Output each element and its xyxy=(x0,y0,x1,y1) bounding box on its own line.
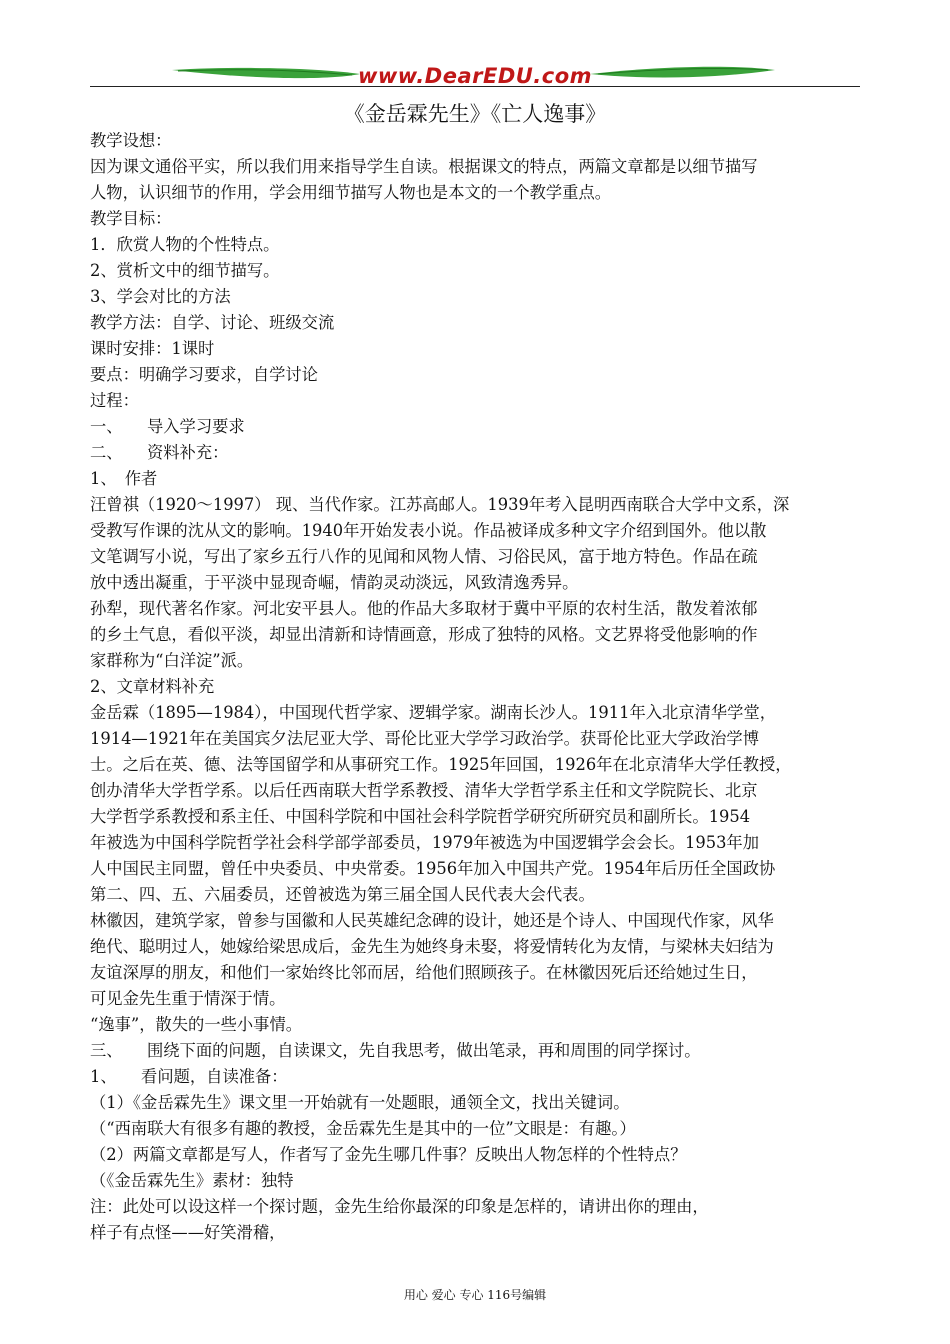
text-line: 大学哲学系教授和系主任、中国科学院和中国社会科学院哲学研究所研究员和副所长。1954 xyxy=(90,807,751,826)
text-line: 汪曾祺（1920～1997） 现、当代作家。江苏高邮人。1939年考入昆明西南联合大学中文系，深 xyxy=(90,495,790,514)
text-line: 一、 导入学习要求 xyxy=(90,417,245,436)
text-line: 绝代、聪明过人，她嫁给梁思成后，金先生为她终身未娶，将爱情转化为友情，与梁林夫妇结为 xyxy=(90,937,774,956)
page-footer: 用心 爱心 专心 116号编辑 xyxy=(403,1288,547,1302)
text-line: 过程： xyxy=(90,391,139,410)
text-line: （2）两篇文章都是写人，作者写了金先生哪几件事？反映出人物怎样的个性特点？ xyxy=(90,1145,687,1164)
text-line: （1）《金岳霖先生》课文里一开始就有一处题眼，通领全文，找出关键词。 xyxy=(90,1093,630,1112)
text-line: 家群称为“白洋淀”派。 xyxy=(90,651,254,670)
header-divider xyxy=(90,86,860,87)
site-logo-text[interactable]: www.DearEDU.com xyxy=(357,64,593,88)
text-line: 样子有点怪——好笑滑稽， xyxy=(90,1223,286,1242)
text-line: 三、 围绕下面的问题，自读课文，先自我思考，做出笔录，再和周围的同学探讨。 xyxy=(90,1041,701,1060)
text-line: 教学方法：自学、讨论、班级交流 xyxy=(90,313,335,332)
text-line: 2、赏析文中的细节描写。 xyxy=(90,261,280,280)
text-line: 士。之后在英、德、法等国留学和从事研究工作。1925年回国，1926年在北京清华大学任教授， xyxy=(90,755,792,774)
site-header-banner xyxy=(90,58,860,98)
text-line: 孙犁，现代著名作家。河北安平县人。他的作品大多取材于冀中平原的农村生活，散发着浓郁 xyxy=(90,599,758,618)
text-line: 人物，认识细节的作用，学会用细节描写人物也是本文的一个教学重点。 xyxy=(90,183,612,202)
text-line: 林徽因，建筑学家，曾参与国徽和人民英雄纪念碑的设计，她还是个诗人、中国现代作家，风华 xyxy=(90,911,774,930)
text-line: 的乡土气息，看似平淡，却显出清新和诗情画意，形成了独特的风格。文艺界将受他影响的作 xyxy=(90,625,758,644)
text-line: 放中透出凝重，于平淡中显现奇崛，情韵灵动淡远，风致清逸秀异。 xyxy=(90,573,579,592)
text-line: 第二、四、五、六届委员，还曾被选为第三届全国人民代表大会代表。 xyxy=(90,885,595,904)
text-line: 金岳霖（1895—1984），中国现代哲学家、逻辑学家。湖南长沙人。1911年入北京清华学堂， xyxy=(90,703,777,722)
document-title: 《金岳霖先生》《亡人逸事》 xyxy=(343,102,607,126)
text-line: 要点：明确学习要求，自学讨论 xyxy=(90,365,318,384)
text-line: 因为课文通俗平实，所以我们用来指导学生自读。根据课文的特点，两篇文章都是以细节描写 xyxy=(90,157,758,176)
text-line: 1914—1921年在美国宾夕法尼亚大学、哥伦比亚大学学习政治学。获哥伦比亚大学政治学博 xyxy=(90,729,759,748)
text-line: 3、学会对比的方法 xyxy=(90,287,231,306)
text-line: 文笔调写小说，写出了家乡五行八作的见闻和风物人情、习俗民风，富于地方特色。作品在疏 xyxy=(90,547,758,566)
text-line: 二、 资料补充： xyxy=(90,443,229,462)
text-line: 友谊深厚的朋友，和他们一家始终比邻而居，给他们照顾孩子。在林徽因死后还给她过生日， xyxy=(90,963,758,982)
text-line: 注：此处可以设这样一个探讨题，金先生给你最深的印象是怎样的，请讲出你的理由， xyxy=(90,1197,709,1216)
text-line: 受教写作课的沈从文的影响。1940年开始发表小说。作品被译成多种文字介绍到国外。他以散 xyxy=(90,521,767,540)
text-line: 教学设想： xyxy=(90,131,172,150)
text-line: （“西南联大有很多有趣的教授，金岳霖先生是其中的一位”文眼是：有趣。） xyxy=(90,1119,636,1138)
text-line: （《金岳霖先生》素材：独特 xyxy=(90,1171,294,1190)
text-line: 课时安排：1课时 xyxy=(90,339,215,358)
text-line: “逸事”，散失的一些小事情。 xyxy=(90,1015,303,1034)
text-line: 创办清华大学哲学系。以后任西南联大哲学系教授、清华大学哲学系主任和文学院院长、北京 xyxy=(90,781,758,800)
text-line: 1、 作者 xyxy=(90,469,158,488)
text-line: 人中国民主同盟，曾任中央委员、中央常委。1956年加入中国共产党。1954年后历任全国政协 xyxy=(90,859,776,878)
text-line: 1、 看问题，自读准备： xyxy=(90,1067,288,1086)
text-line: 1．欣赏人物的个性特点。 xyxy=(90,235,280,254)
text-line: 可见金先生重于情深于情。 xyxy=(90,989,286,1008)
document-body xyxy=(90,128,865,1246)
text-line: 年被选为中国科学院哲学社会科学部学部委员，1979年被选为中国逻辑学会会长。1953年加 xyxy=(90,833,759,852)
text-line: 2、文章材料补充 xyxy=(90,677,215,696)
text-line: 教学目标： xyxy=(90,209,172,228)
